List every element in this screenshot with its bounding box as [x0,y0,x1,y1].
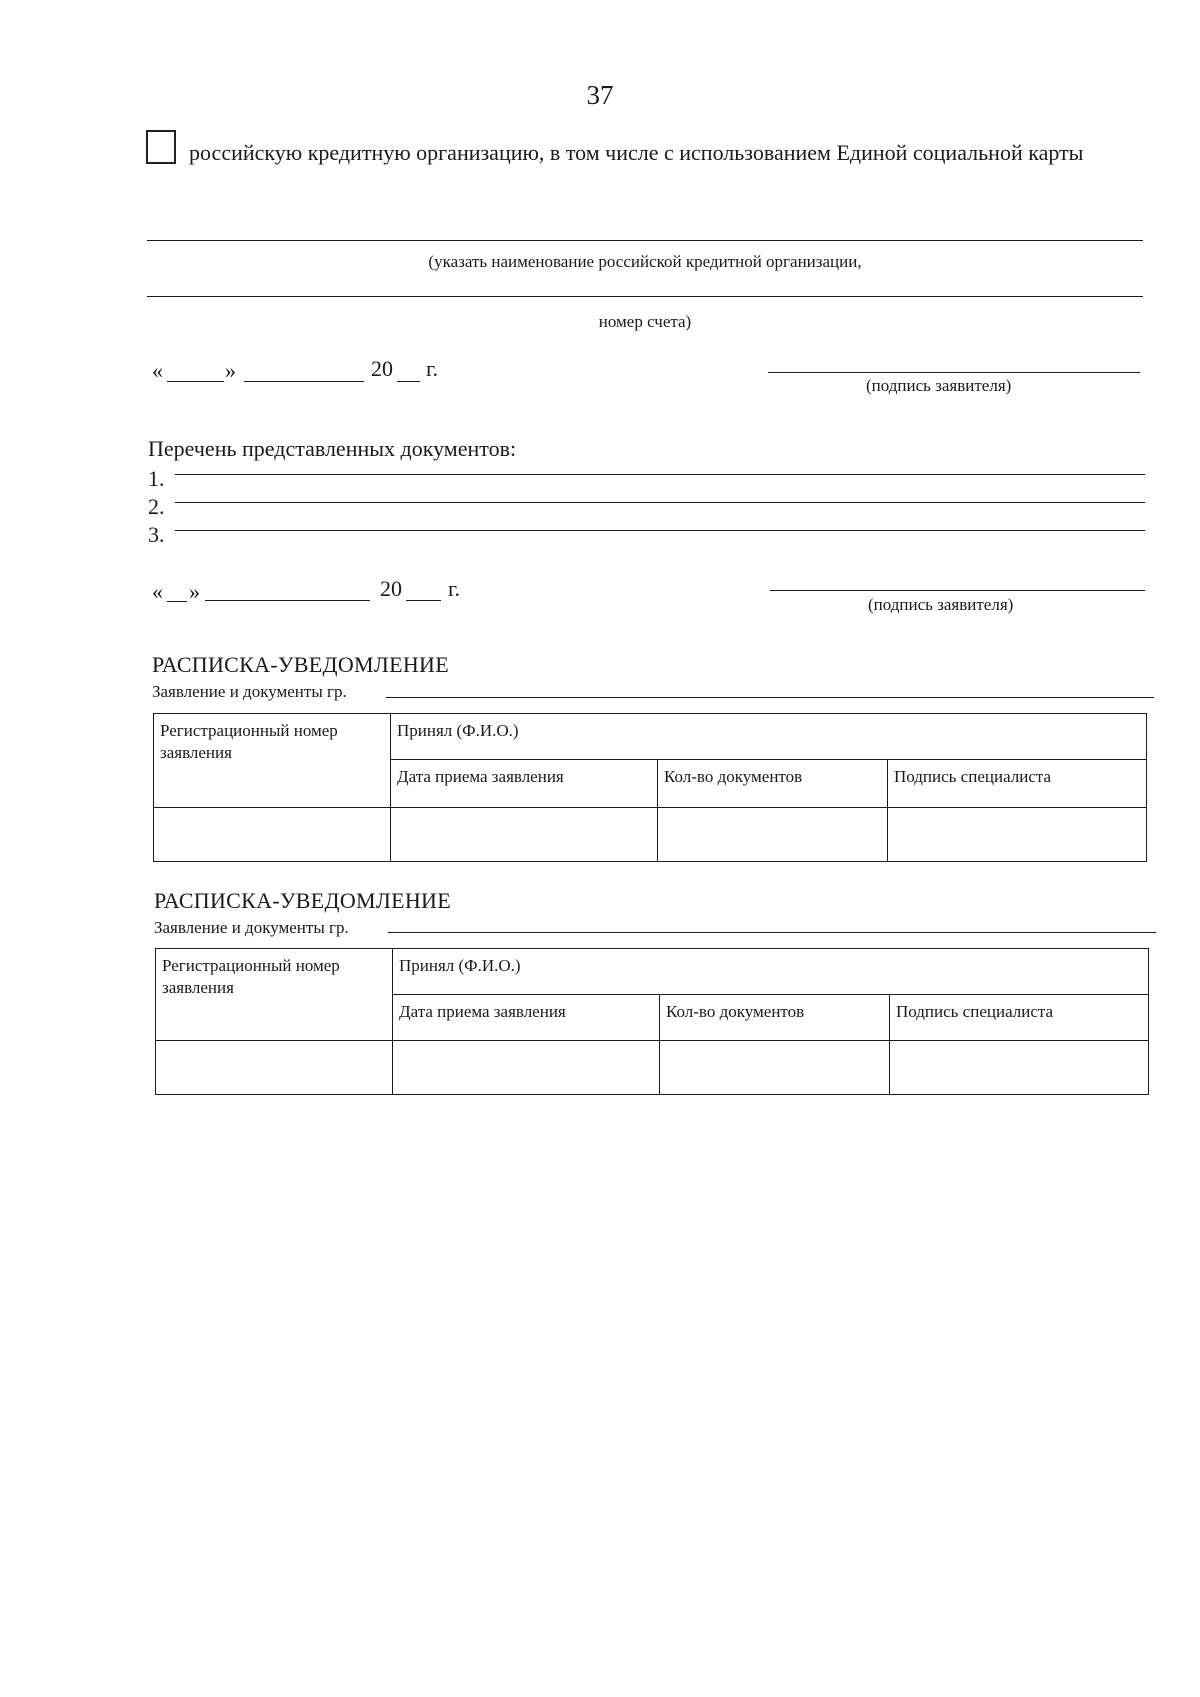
count-header: Кол-во документов [658,760,888,808]
year-prefix: 20 [380,576,402,601]
year-prefix: 20 [371,356,393,381]
reg-number-cell[interactable] [156,1041,393,1095]
bank-name-line[interactable] [147,240,1143,241]
receipt-title: РАСПИСКА-УВЕДОМЛЕНИЕ [152,652,449,677]
receipt-table [153,713,1147,862]
account-number-line[interactable] [147,296,1143,297]
date-header: Дата приема заявления [391,760,658,808]
payment-option-label: российскую кредитную организацию, в том числе с использованием Единой социальной карты [189,140,1084,165]
document-item-1-label: 1. [148,466,165,491]
reg-number-header: Регистрационный номер заявления [156,949,393,1041]
signature-header: Подпись специалиста [888,760,1147,808]
signature-header: Подпись специалиста [890,995,1149,1041]
date-cell[interactable] [391,808,658,862]
year-field[interactable] [406,600,441,601]
document-item-3-line[interactable] [175,530,1145,531]
payment-option-checkbox[interactable] [146,130,176,164]
receipt-table [155,948,1149,1095]
account-number-caption: номер счета) [598,312,692,331]
day-field[interactable] [167,381,224,382]
accepted-header: Принял (Ф.И.О.) [391,714,1147,760]
receipt-subtitle: Заявление и документы гр. [154,918,349,937]
date-open-quote: « [152,579,163,604]
page-number: 37 [586,80,614,110]
date-open-quote: « [152,358,163,383]
date-cell[interactable] [393,1041,660,1095]
signature-line-2[interactable] [770,590,1145,591]
count-cell[interactable] [658,808,888,862]
reg-number-cell[interactable] [154,808,391,862]
year-field[interactable] [397,381,420,382]
document-item-1-line[interactable] [175,474,1145,475]
signature-caption-2: (подпись заявителя) [868,595,1014,614]
receipt-title: РАСПИСКА-УВЕДОМЛЕНИЕ [154,888,451,913]
document-item-2-label: 2. [148,494,165,519]
signature-caption-1: (подпись заявителя) [866,376,1012,395]
signature-cell[interactable] [888,808,1147,862]
signature-line-1[interactable] [768,372,1140,373]
year-suffix: г. [448,576,461,601]
document-item-3-label: 3. [148,522,165,547]
count-cell[interactable] [660,1041,890,1095]
month-field[interactable] [244,381,364,382]
reg-number-header: Регистрационный номер заявления [154,714,391,808]
bank-name-caption: (указать наименование российской кредитной организации, [428,252,862,271]
applicant-name-line[interactable] [386,697,1154,698]
signature-cell[interactable] [890,1041,1149,1095]
receipt-subtitle: Заявление и документы гр. [152,682,347,701]
document-item-2-line[interactable] [175,502,1145,503]
date-header: Дата приема заявления [393,995,660,1041]
accepted-header: Принял (Ф.И.О.) [393,949,1149,995]
documents-list-title: Перечень представленных документов: [148,436,517,461]
day-field[interactable] [167,601,187,602]
count-header: Кол-во документов [660,995,890,1041]
applicant-name-line[interactable] [388,932,1156,933]
date-close-quote: » [189,579,200,604]
year-suffix: г. [426,356,439,381]
date-close-quote: » [225,358,236,383]
month-field[interactable] [205,600,370,601]
